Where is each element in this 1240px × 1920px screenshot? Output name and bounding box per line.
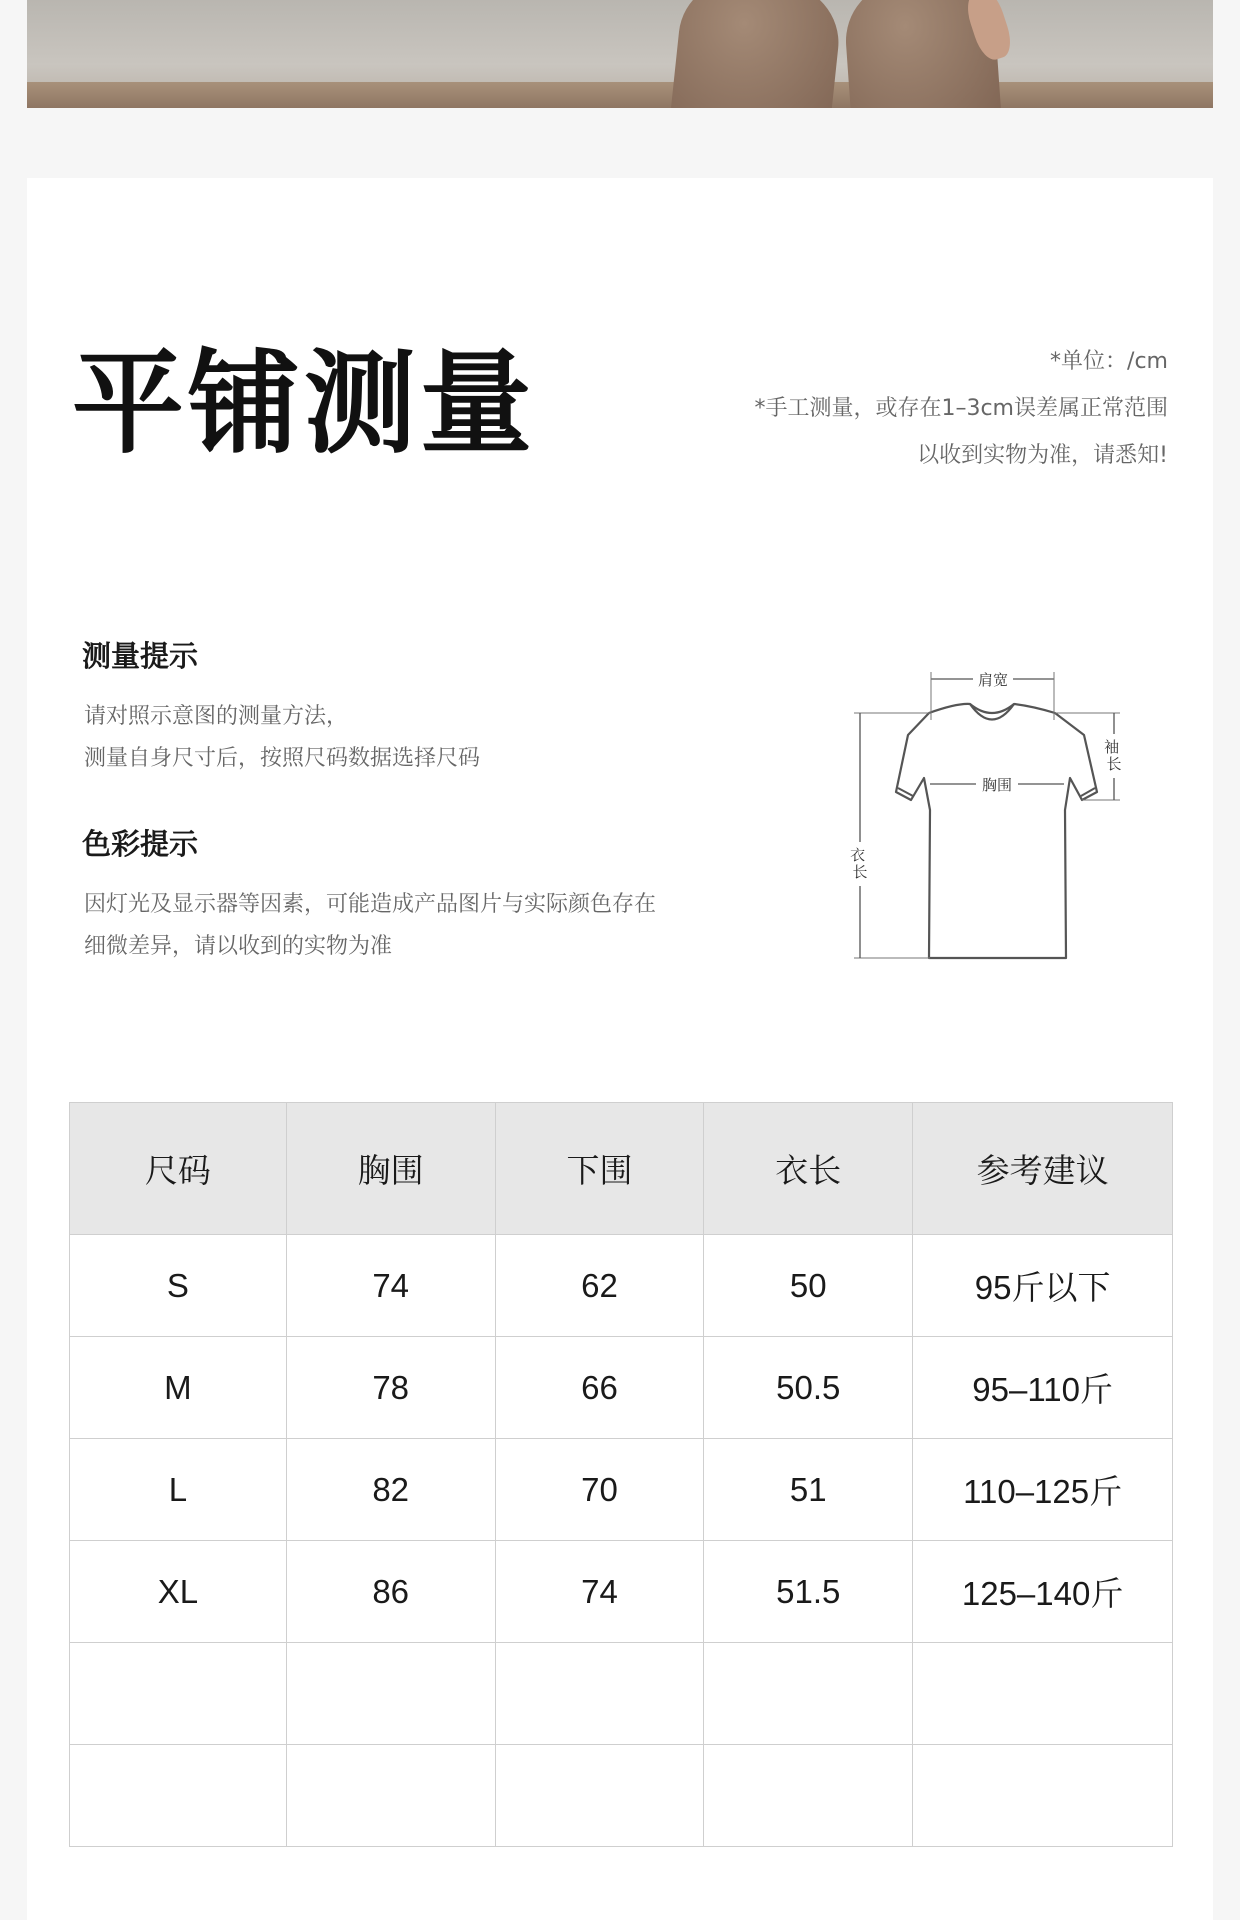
cell-chest: 78: [286, 1337, 495, 1439]
cell-size: M: [70, 1337, 287, 1439]
color-tip-line-2: 细微差异，请以收到的实物为准: [84, 934, 393, 959]
cell-hem: 74: [495, 1541, 704, 1643]
cell-hem: 62: [495, 1235, 704, 1337]
unit-note: *单位：/cm: [1050, 349, 1168, 374]
cell-empty: [286, 1745, 495, 1847]
product-photo: [27, 0, 1213, 108]
cell-empty: [495, 1643, 704, 1745]
error-note: *手工测量，或存在1–3cm误差属正常范围: [754, 396, 1168, 421]
sleeve-label-char-2: 长: [1106, 755, 1122, 773]
photo-leg-left: [670, 0, 845, 108]
page-title: 平铺测量: [72, 339, 536, 469]
cell-recommendation: 95斤以下: [913, 1235, 1173, 1337]
cell-size: XL: [70, 1541, 287, 1643]
tshirt-collar: [970, 704, 1014, 720]
header-chest: 胸围: [286, 1103, 495, 1235]
header-hem: 下围: [495, 1103, 704, 1235]
cell-empty: [70, 1643, 287, 1745]
measure-tip-line-2: 测量自身尺寸后，按照尺码数据选择尺码: [84, 746, 481, 771]
cell-empty: [913, 1643, 1173, 1745]
photo-floor: [27, 82, 1213, 108]
size-table: [69, 1102, 1173, 1847]
measurement-notes: [754, 338, 1168, 479]
cell-length: 51.5: [704, 1541, 913, 1643]
table-row: [70, 1439, 1173, 1541]
length-label: [850, 846, 870, 881]
cell-recommendation: 95–110斤: [913, 1337, 1173, 1439]
cell-hem: 66: [495, 1337, 704, 1439]
color-tip-text: [84, 884, 656, 968]
cell-size: S: [70, 1235, 287, 1337]
cell-empty: [913, 1745, 1173, 1847]
shoulder-label: 肩宽: [977, 671, 1009, 689]
measure-tip-line-1: 请对照示意图的测量方法，: [84, 704, 349, 729]
actual-note: 以收到实物为准，请悉知!: [917, 443, 1168, 468]
header-length: 衣长: [704, 1103, 913, 1235]
cell-length: 50: [704, 1235, 913, 1337]
cell-size: L: [70, 1439, 287, 1541]
length-label-char-1: 衣: [850, 846, 866, 864]
length-label-char-2: 长: [852, 863, 868, 881]
tshirt-measure-diagram: [842, 660, 1172, 960]
chest-label: 胸围: [981, 776, 1013, 794]
sleeve-label: [1104, 738, 1124, 773]
table-row-empty: [70, 1643, 1173, 1745]
table-row: [70, 1235, 1173, 1337]
cell-chest: 86: [286, 1541, 495, 1643]
measure-tip-text: [84, 696, 480, 780]
header-size: 尺码: [70, 1103, 287, 1235]
table-row: [70, 1541, 1173, 1643]
cell-recommendation: 125–140斤: [913, 1541, 1173, 1643]
cell-length: 51: [704, 1439, 913, 1541]
cell-empty: [495, 1745, 704, 1847]
cell-hem: 70: [495, 1439, 704, 1541]
cell-recommendation: 110–125斤: [913, 1439, 1173, 1541]
measure-tip-heading: 测量提示: [82, 639, 199, 673]
cell-empty: [704, 1745, 913, 1847]
sleeve-label-char-1: 袖: [1104, 738, 1120, 756]
cell-empty: [70, 1745, 287, 1847]
color-tip-heading: 色彩提示: [82, 827, 199, 861]
cell-empty: [286, 1643, 495, 1745]
header-recommendation: 参考建议: [913, 1103, 1173, 1235]
table-header-row: [70, 1103, 1173, 1235]
cell-length: 50.5: [704, 1337, 913, 1439]
tshirt-outline: [896, 704, 1097, 958]
table-row-empty: [70, 1745, 1173, 1847]
color-tip-line-1: 因灯光及显示器等因素，可能造成产品图片与实际颜色存在: [84, 892, 657, 917]
cell-empty: [704, 1643, 913, 1745]
cell-chest: 82: [286, 1439, 495, 1541]
cell-chest: 74: [286, 1235, 495, 1337]
table-row: [70, 1337, 1173, 1439]
